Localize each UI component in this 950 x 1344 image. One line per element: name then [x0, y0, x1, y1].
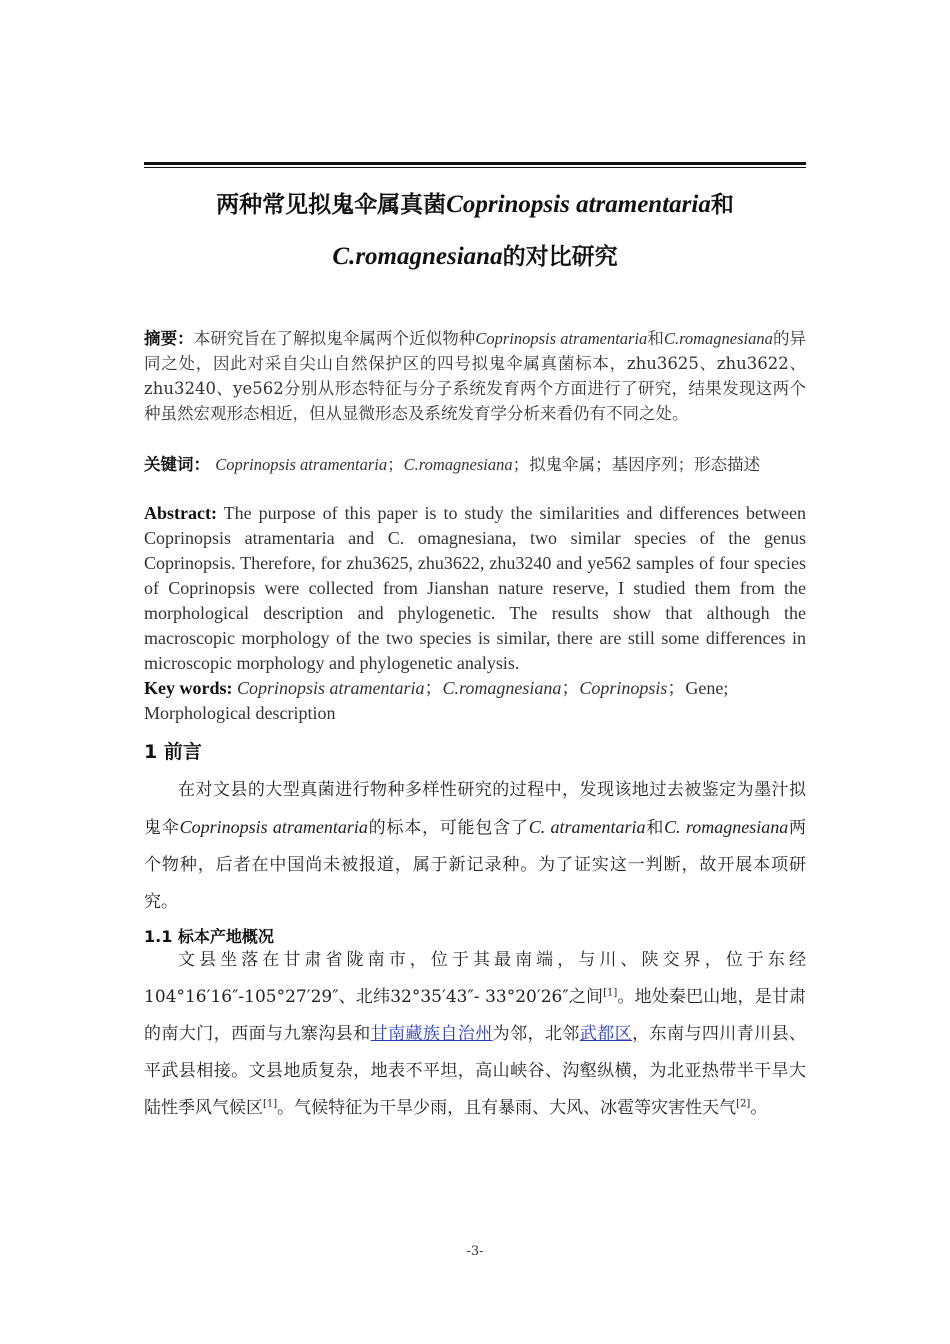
page-number: -3- [466, 1244, 484, 1259]
header-rule-thin [144, 167, 806, 168]
citation-ref-2[interactable]: [1] [263, 1098, 278, 1110]
abstract-cn: 摘要：本研究旨在了解拟鬼伞属两个近似物种Coprinopsis atramentaria和C.romagnesiana的异同之处，因此对采自尖山自然保护区的四号拟鬼伞属真菌标本，zhu3625、zhu3622、zhu3240、ye562分别从形态特征与分子系统发育两个方面进行了研究，结果发现这两个种虽然宏观形态相近，但从显微形态及系统发育学分析来看仍有不同之处。 [144, 329, 807, 423]
keywords-cn-label: 关键词： [144, 455, 210, 474]
abstract-en-label: Abstract: [144, 503, 217, 523]
abstract-cn-label: 摘要： [144, 329, 194, 348]
section-heading-site: 1.1 标本产地概况 [144, 927, 274, 946]
header-rule-thick [144, 162, 806, 165]
keywords-cn: 关键词： Coprinopsis atramentaria；C.romagnesiana；拟鬼伞属；基因序列；形态描述 [144, 455, 761, 474]
keywords-en: Key words: Coprinopsis atramentaria；C.romagnesiana；Coprinopsis；Gene; Morphological description [144, 678, 729, 723]
link-wudu-district[interactable]: 武都区 [579, 1024, 633, 1044]
citation-ref-3[interactable]: [2] [736, 1098, 751, 1110]
abstract-en: Abstract: The purpose of this paper is to study the similarities and differences between Coprinopsis atramentaria and C. omagnesiana, two similar species of the genus Coprinopsis. Therefore, for zhu3625, zhu3622, zhu3240 and ye562 samples of four species of Coprinopsis were collected from Jianshan nature reserve, I studied them from the morphological description and phylogenetic. The results show that although the macroscopic morphology of the two species is similar, there are still some differences in microscopic morphology and phylogenetic analysis. [144, 503, 806, 673]
title-line-2: C.romagnesiana的对比研究 [332, 243, 618, 270]
title-line-1: 两种常见拟鬼伞属真菌Coprinopsis atramentaria和 [216, 191, 734, 218]
link-gannan-prefecture[interactable]: 甘南藏族自治州 [370, 1024, 493, 1044]
site-paragraph: 文县坐落在甘肃省陇南市，位于其最南端，与川、陕交界，位于东经104°16′16″-105°27′29″、北纬32°35′43″- 33°20′26″之间[1]。地处秦巴山地，是甘肃的南大门，西面与九寨沟县和甘南藏族自治州为邻，北邻武都区，东南与四川青川县、平武县相接。文县地质复杂，地表不平坦，高山峡谷、沟壑纵横，为北亚热带半干旱大陆性季风气候区[1]。气候特征为干旱少雨，且有暴雨、大风、冰雹等灾害性天气[2]。 [144, 950, 807, 1118]
keywords-en-label: Key words: [144, 678, 233, 698]
section-heading-intro: 1 前言 [144, 741, 202, 763]
citation-ref-1[interactable]: [1] [603, 987, 618, 999]
intro-paragraph: 在对文县的大型真菌进行物种多样性研究的过程中，发现该地过去被鉴定为墨汁拟鬼伞Coprinopsis atramentaria的标本，可能包含了C. atramentaria和C. romagnesiana两个物种，后者在中国尚未被报道，属于新记录种。为了证实这一判断，故开展本项研究。 [144, 780, 807, 912]
